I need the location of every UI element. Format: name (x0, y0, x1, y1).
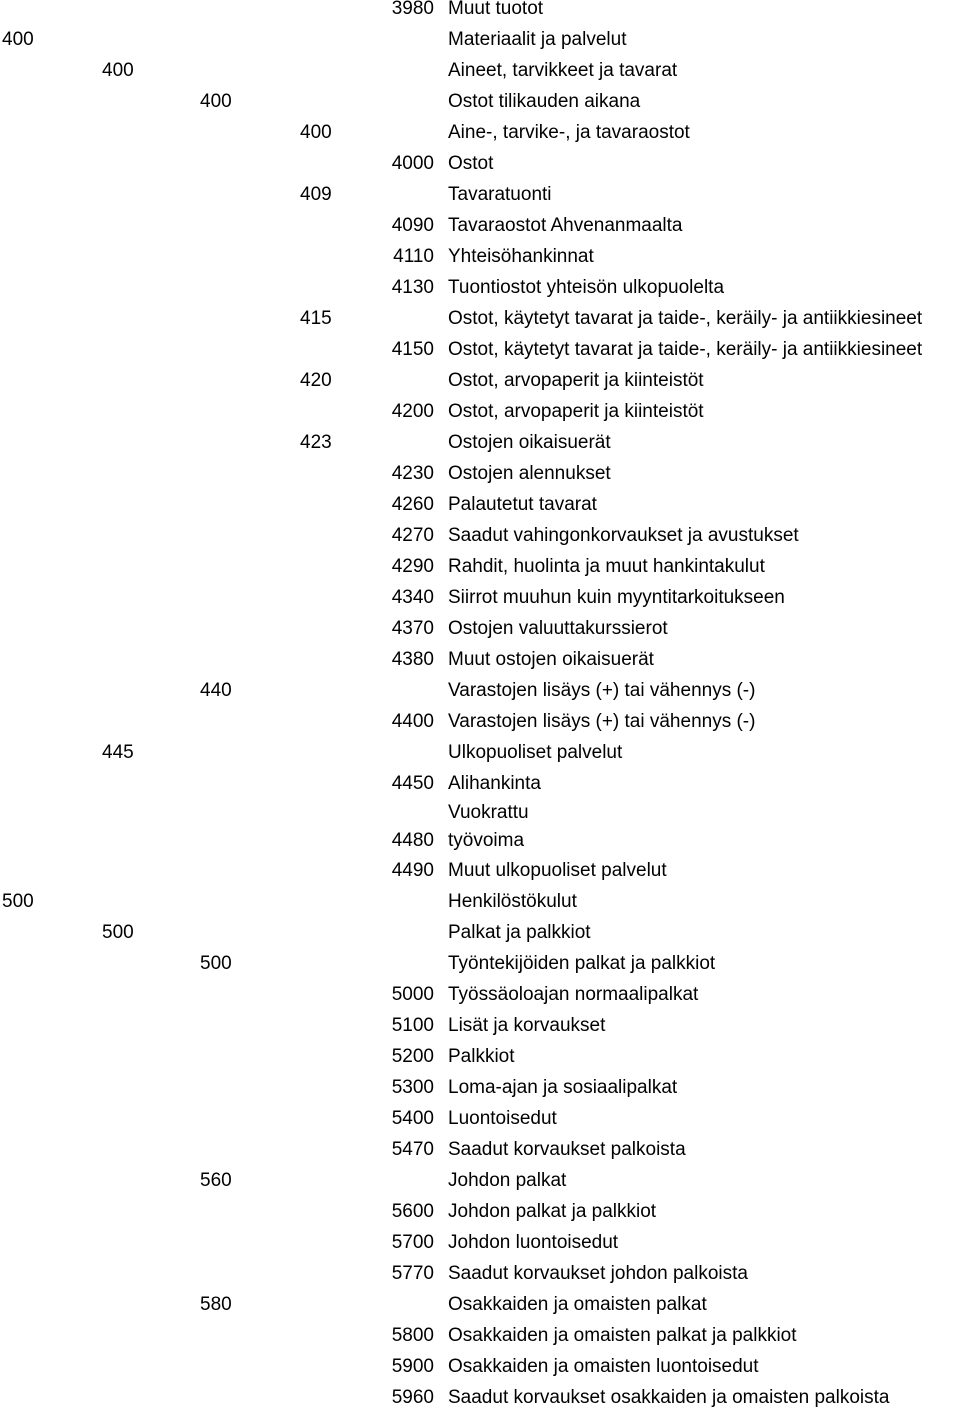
account-code-level-3: 440 (200, 680, 232, 701)
account-name: Osakkaiden ja omaisten palkat ja palkkiot (448, 1325, 797, 1346)
account-name: Työntekijöiden palkat ja palkkiot (448, 953, 716, 974)
table-row (0, 857, 960, 885)
account-name: Ostot, arvopaperit ja kiinteistöt (448, 370, 704, 391)
account-name: Tavaratuonti (448, 184, 552, 205)
account-name: Palautetut tavarat (448, 494, 597, 515)
table-row (0, 950, 960, 978)
account-code-level-5: 4290 (391, 556, 434, 577)
account-code-level-3: 580 (200, 1294, 232, 1315)
table-row (0, 1012, 960, 1040)
account-code-level-5: 4090 (391, 215, 434, 236)
account-name: Rahdit, huolinta ja muut hankintakulut (448, 556, 765, 577)
account-name (448, 802, 960, 851)
account-name: Luontoisedut (448, 1108, 557, 1129)
table-row (0, 1353, 960, 1381)
account-name: Loma-ajan ja sosiaalipalkat (448, 1077, 678, 1098)
account-name: Tavaraostot Ahvenanmaalta (448, 215, 683, 236)
account-code-level-2: 445 (102, 742, 134, 763)
table-row (0, 677, 960, 705)
account-name: Osakkaiden ja omaisten palkat (448, 1294, 707, 1315)
table-row (0, 708, 960, 736)
account-name: Johdon palkat ja palkkiot (448, 1201, 657, 1222)
account-name: Lisät ja korvaukset (448, 1015, 606, 1036)
account-code-level-5: 5770 (391, 1263, 434, 1284)
account-name: Muut ostojen oikaisuerät (448, 649, 654, 670)
account-code-level-5: 5300 (391, 1077, 434, 1098)
account-name: Ostojen valuuttakurssierot (448, 618, 668, 639)
table-row (0, 88, 960, 116)
account-code-level-5: 5100 (391, 1015, 434, 1036)
table-row (0, 1384, 960, 1412)
table-row (0, 181, 960, 209)
account-code-level-5: 4200 (391, 401, 434, 422)
account-name: Yhteisöhankinnat (448, 246, 594, 267)
table-row (0, 367, 960, 395)
table-row (0, 0, 960, 23)
account-code-level-5: 5700 (391, 1232, 434, 1253)
table-row (0, 26, 960, 54)
table-row (0, 119, 960, 147)
account-code-level-5: 5960 (391, 1387, 434, 1408)
account-code-level-4: 415 (300, 308, 332, 329)
table-row (0, 770, 960, 798)
account-name: Ostot (448, 153, 494, 174)
account-code-level-5: 5800 (391, 1325, 434, 1346)
table-row (0, 739, 960, 767)
account-name-line-2: työvoima (448, 830, 525, 851)
account-code-level-5: 4480 (391, 830, 434, 851)
account-code-level-4: 400 (300, 122, 332, 143)
account-name: Varastojen lisäys (+) tai vähennys (-) (448, 680, 756, 701)
account-name: Johdon palkat (448, 1170, 567, 1191)
account-code-level-4: 409 (300, 184, 332, 205)
table-row (0, 243, 960, 271)
table-row (0, 1322, 960, 1350)
account-code-level-1: 500 (2, 891, 34, 912)
table-row (0, 57, 960, 85)
account-name: Ostot tilikauden aikana (448, 91, 641, 112)
account-code-level-5: 4130 (391, 277, 434, 298)
account-code-level-5: 4340 (391, 587, 434, 608)
table-row (0, 398, 960, 426)
table-row (0, 888, 960, 916)
table-row (0, 150, 960, 178)
table-row (0, 1136, 960, 1164)
table-row (0, 212, 960, 240)
account-code-level-1: 400 (2, 29, 34, 50)
account-name: Materiaalit ja palvelut (448, 29, 627, 50)
account-code-level-5: 5600 (391, 1201, 434, 1222)
account-code-level-5: 4400 (391, 711, 434, 732)
table-row (0, 1043, 960, 1071)
table-row (0, 919, 960, 947)
account-code-level-2: 400 (102, 60, 134, 81)
account-name: Alihankinta (448, 773, 541, 794)
account-name: Ostojen alennukset (448, 463, 611, 484)
table-row (0, 1105, 960, 1133)
account-name: Saadut korvaukset palkoista (448, 1139, 686, 1160)
account-name: Ostot, käytetyt tavarat ja taide-, keräily- ja antiikkiesineet (448, 339, 923, 360)
account-code-level-5: 4110 (393, 246, 434, 267)
account-name: Muut tuotot (448, 0, 544, 19)
account-code-level-5: 5200 (391, 1046, 434, 1067)
table-row (0, 274, 960, 302)
account-code-level-2: 500 (102, 922, 134, 943)
account-name: Osakkaiden ja omaisten luontoisedut (448, 1356, 759, 1377)
account-code-level-5: 4450 (391, 773, 434, 794)
account-name: Palkat ja palkkiot (448, 922, 591, 943)
account-code-level-5: 5900 (391, 1356, 434, 1377)
account-name: Saadut korvaukset osakkaiden ja omaisten palkoista (448, 1387, 890, 1408)
table-row (0, 981, 960, 1009)
account-code-level-5: 5000 (391, 984, 434, 1005)
account-code-level-3: 400 (200, 91, 232, 112)
table-row (0, 1074, 960, 1102)
account-code-level-5: 4260 (391, 494, 434, 515)
account-code-level-5: 4000 (391, 153, 434, 174)
table-row (0, 1291, 960, 1319)
table-row (0, 646, 960, 674)
account-code-level-3: 560 (200, 1170, 232, 1191)
account-name: Aineet, tarvikkeet ja tavarat (448, 60, 678, 81)
account-name: Ostojen oikaisuerät (448, 432, 611, 453)
table-row (0, 1229, 960, 1257)
table-row (0, 522, 960, 550)
table-row (0, 553, 960, 581)
table-row (0, 1260, 960, 1288)
table-row (0, 460, 960, 488)
account-name: Tuontiostot yhteisön ulkopuolelta (448, 277, 725, 298)
account-name-line-1: Vuokrattu (448, 802, 529, 823)
account-name: Saadut korvaukset johdon palkoista (448, 1263, 748, 1284)
table-row (0, 584, 960, 612)
table-row (0, 305, 960, 333)
account-code-level-5: 5470 (391, 1139, 434, 1160)
account-code-level-5: 4370 (391, 618, 434, 639)
account-name: Muut ulkopuoliset palvelut (448, 860, 667, 881)
account-code-level-4: 420 (300, 370, 332, 391)
account-code-level-5: 5400 (391, 1108, 434, 1129)
account-name: Henkilöstökulut (448, 891, 577, 912)
account-name: Johdon luontoisedut (448, 1232, 619, 1253)
account-code-level-5: 4380 (391, 649, 434, 670)
account-code-level-5: 4230 (391, 463, 434, 484)
account-name: Ulkopuoliset palvelut (448, 742, 623, 763)
account-name: Ostot, arvopaperit ja kiinteistöt (448, 401, 704, 422)
account-code-level-4: 423 (300, 432, 332, 453)
table-row (0, 429, 960, 457)
account-name: Palkkiot (448, 1046, 515, 1067)
account-name: Aine-, tarvike-, ja tavaraostot (448, 122, 690, 143)
account-name: Saadut vahingonkorvaukset ja avustukset (448, 525, 799, 546)
account-code-level-5: 4270 (391, 525, 434, 546)
account-name: Siirrot muuhun kuin myyntitarkoitukseen (448, 587, 785, 608)
account-code-level-3: 500 (200, 953, 232, 974)
account-name: Työssäoloajan normaalipalkat (448, 984, 699, 1005)
account-code-level-5: 4150 (391, 339, 434, 360)
table-row (0, 1198, 960, 1226)
table-row (0, 336, 960, 364)
table-row (0, 615, 960, 643)
account-name: Ostot, käytetyt tavarat ja taide-, keräily- ja antiikkiesineet (448, 308, 923, 329)
account-name: Varastojen lisäys (+) tai vähennys (-) (448, 711, 756, 732)
account-code-level-5: 3980 (391, 0, 434, 19)
table-row (0, 491, 960, 519)
table-row (0, 1167, 960, 1195)
account-code-level-5: 4490 (391, 860, 434, 881)
